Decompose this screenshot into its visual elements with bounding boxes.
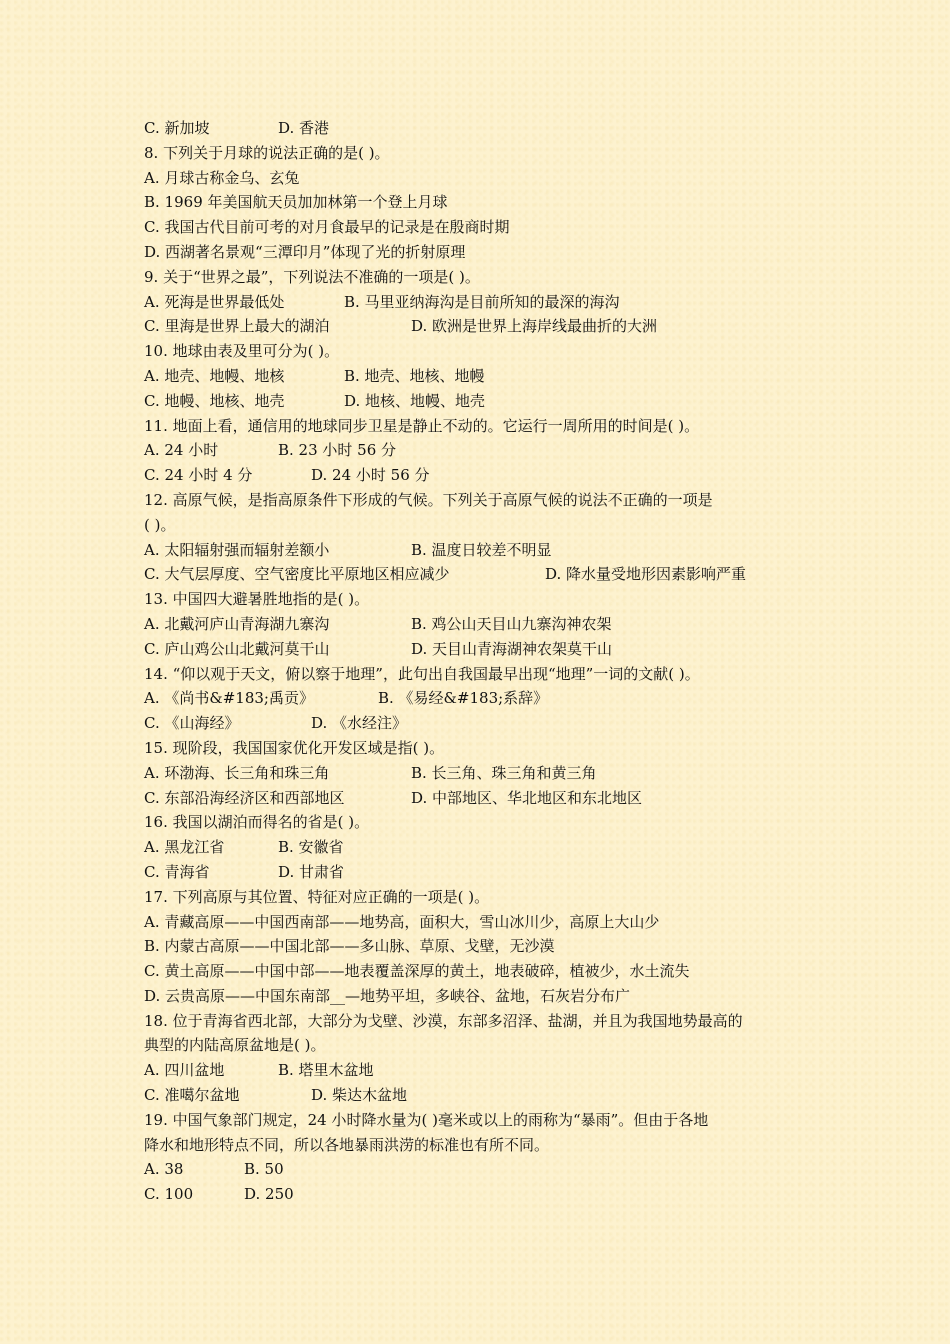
text-line: 11. 地面上看，通信用的地球同步卫星是静止不动的。它运行一周所用的时间是( )。 — [144, 416, 700, 435]
option-text: B. 长三角、珠三角和黄三角 — [411, 763, 597, 782]
option-text: D. 降水量受地形因素影响严重 — [545, 565, 747, 584]
text-line — [144, 314, 812, 339]
option-text: D. 天目山青海湖神农架莫干山 — [411, 639, 613, 658]
text-line: 10. 地球由表及里可分为( )。 — [144, 342, 340, 361]
text-line: ( )。 — [144, 515, 176, 534]
option-text: A. 24 小时 — [144, 441, 219, 460]
text-line: 19. 中国气象部门规定，24 小时降水量为( )毫米或以上的雨称为“暴雨”。但由于各地 — [144, 1110, 709, 1129]
text-line: A. 月球古称金乌、玄兔 — [144, 168, 300, 187]
option-text: D. 甘肃省 — [278, 862, 345, 881]
option-text: C. 地幔、地核、地壳 — [144, 391, 285, 410]
text-line — [144, 364, 812, 389]
text-line: 17. 下列高原与其位置、特征对应正确的一项是( )。 — [144, 887, 490, 906]
option-text: B. 50 — [244, 1160, 284, 1179]
option-text: B. 23 小时 56 分 — [278, 441, 397, 460]
text-line: 8. 下列关于月球的说法正确的是( )。 — [144, 143, 390, 162]
text-line — [144, 562, 812, 587]
option-text: D. 香港 — [278, 119, 330, 137]
option-text: A. 太阳辐射强而辐射差额小 — [144, 540, 330, 559]
option-text: D. 250 — [244, 1185, 294, 1204]
option-text: C. 里海是世界上最大的湖泊 — [144, 317, 330, 336]
text-line — [144, 786, 812, 811]
option-text: B. 鸡公山天目山九寨沟神农架 — [411, 614, 612, 633]
option-text: C. 《山海经》 — [144, 714, 240, 733]
text-line — [144, 686, 812, 711]
option-text: D. 24 小时 56 分 — [311, 466, 430, 485]
text-line — [144, 389, 812, 414]
option-text: A. 38 — [144, 1160, 184, 1179]
text-line — [144, 116, 812, 141]
option-text: D. 欧洲是世界上海岸线最曲折的大洲 — [411, 317, 658, 336]
option-text: D. 《水经注》 — [311, 714, 408, 733]
option-text: C. 100 — [144, 1185, 194, 1204]
option-text: D. 柴达木盆地 — [311, 1086, 408, 1105]
option-text: A. 环渤海、长三角和珠三角 — [144, 763, 330, 782]
text-line: 9. 关于“世界之最”，下列说法不准确的一项是( )。 — [144, 267, 480, 286]
text-line: C. 黄土高原——中国中部——地表覆盖深厚的黄土，地表破碎，植被少，水土流失 — [144, 962, 690, 981]
text-line — [144, 835, 812, 860]
option-text: C. 青海省 — [144, 862, 210, 881]
text-line: D. 西湖著名景观“三潭印月”体现了光的折射原理 — [144, 242, 466, 261]
option-text: B. 马里亚纳海沟是目前所知的最深的海沟 — [344, 292, 620, 311]
text-line — [144, 761, 812, 786]
option-text: D. 地核、地幔、地壳 — [344, 391, 486, 410]
option-text: A. 《尚书&#183;禹贡》 — [144, 689, 314, 708]
text-line: 13. 中国四大避暑胜地指的是( )。 — [144, 590, 370, 609]
option-text: B. 《易经&#183;系辞》 — [378, 689, 549, 708]
option-text: A. 死海是世界最低处 — [144, 292, 285, 311]
text-line — [144, 1157, 812, 1182]
option-text: B. 地壳、地核、地幔 — [344, 366, 485, 385]
text-line: 16. 我国以湖泊而得名的省是( )。 — [144, 813, 370, 832]
option-text: A. 北戴河庐山青海湖九寨沟 — [144, 614, 330, 633]
text-line: D. 云贵高原——中国东南部__—地势平坦，多峡谷、盆地，石灰岩分布广 — [144, 986, 631, 1005]
option-text: C. 准噶尔盆地 — [144, 1086, 240, 1105]
option-text: B. 塔里木盆地 — [278, 1061, 374, 1080]
text-line: 典型的内陆高原盆地是( )。 — [144, 1036, 326, 1055]
text-line: B. 1969 年美国航天员加加林第一个登上月球 — [144, 193, 448, 212]
text-line — [144, 463, 812, 488]
option-text: C. 庐山鸡公山北戴河莫干山 — [144, 639, 330, 658]
text-line — [144, 538, 812, 563]
text-line — [144, 1058, 812, 1083]
text-line: 降水和地形特点不同，所以各地暴雨洪涝的标准也有所不同。 — [144, 1135, 550, 1154]
document-page — [144, 116, 812, 1207]
text-line — [144, 612, 812, 637]
text-line — [144, 1182, 812, 1207]
option-text: C. 24 小时 4 分 — [144, 466, 253, 485]
text-line: A. 青藏高原——中国西南部——地势高，面积大，雪山冰川少，高原上大山少 — [144, 912, 660, 931]
text-line: 14. “仰以观于天文，俯以察于地理”，此句出自我国最早出现“地理”一词的文献( )。 — [144, 664, 700, 683]
text-line: 18. 位于青海省西北部，大部分为戈壁、沙漠，东部多沼泽、盐湖，并且为我国地势最高的 — [144, 1011, 743, 1030]
text-line: C. 我国古代目前可考的对月食最早的记录是在殷商时期 — [144, 218, 510, 237]
text-line — [144, 860, 812, 885]
text-line — [144, 1083, 812, 1108]
text-line — [144, 711, 812, 736]
option-text: B. 温度日较差不明显 — [411, 540, 552, 559]
option-text: A. 四川盆地 — [144, 1061, 225, 1080]
text-line: 12. 高原气候，是指高原条件下形成的气候。下列关于高原气候的说法不正确的一项是 — [144, 490, 713, 509]
text-line — [144, 637, 812, 662]
option-text: A. 地壳、地幔、地核 — [144, 366, 285, 385]
option-text: C. 大气层厚度、空气密度比平原地区相应减少 — [144, 565, 450, 584]
option-text: B. 安徽省 — [278, 838, 344, 857]
text-line: 15. 现阶段，我国国家优化开发区域是指( )。 — [144, 738, 445, 757]
option-text: C. 东部沿海经济区和西部地区 — [144, 788, 345, 807]
option-text: A. 黑龙江省 — [144, 838, 225, 857]
text-line — [144, 290, 812, 315]
option-text: C. 新加坡 — [144, 119, 210, 137]
text-line — [144, 438, 812, 463]
option-text: D. 中部地区、华北地区和东北地区 — [411, 788, 643, 807]
text-line: B. 内蒙古高原——中国北部——多山脉、草原、戈壁，无沙漠 — [144, 937, 555, 956]
